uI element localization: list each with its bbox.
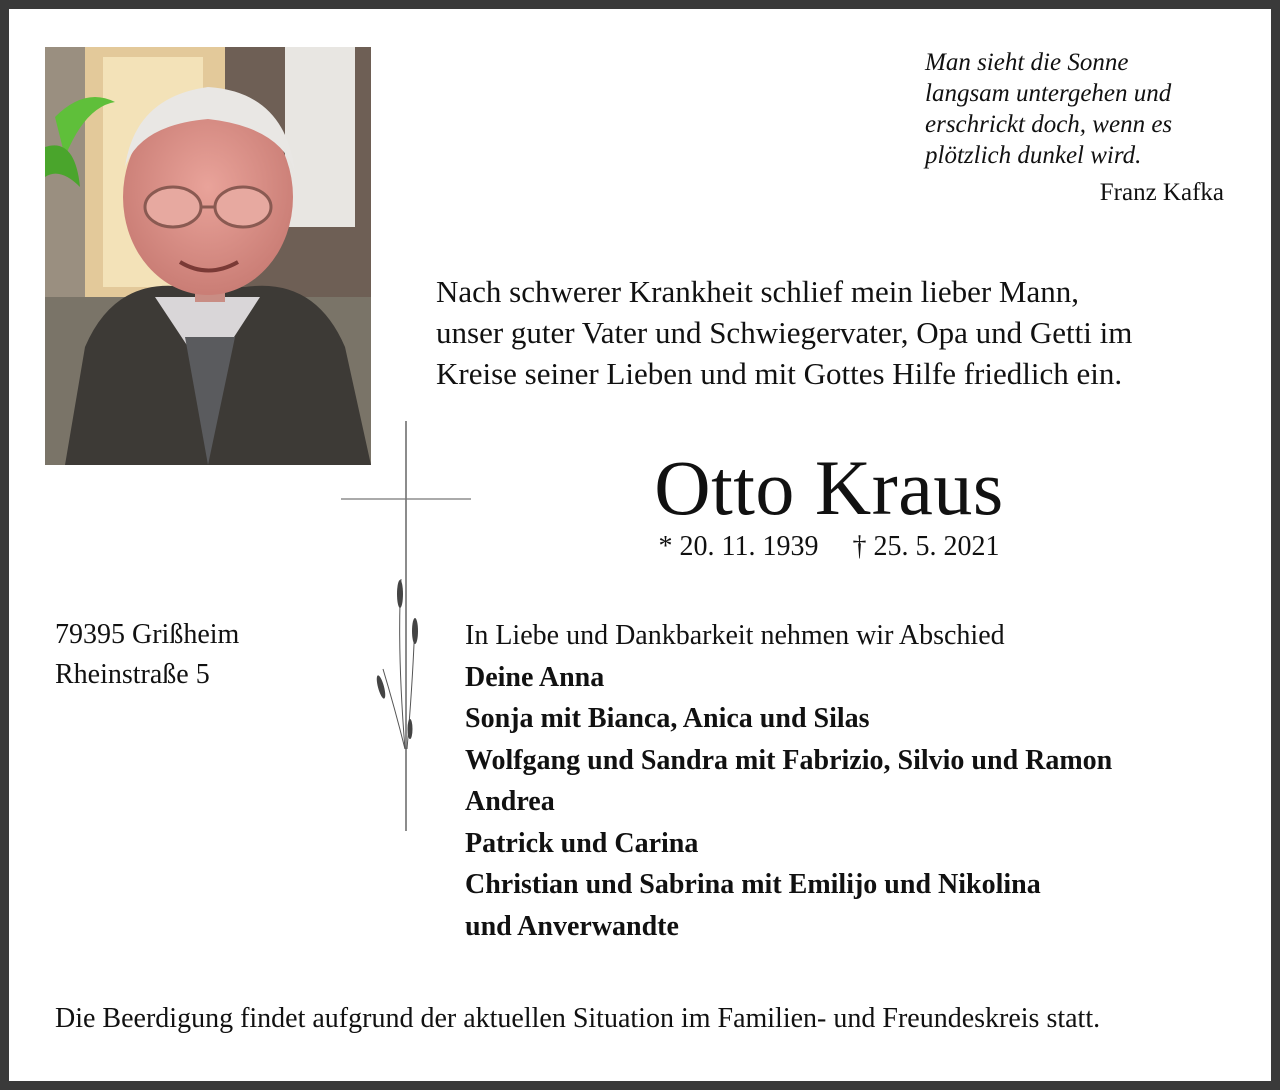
mourner: Christian und Sabrina mit Emilijo und Nikolina xyxy=(465,869,1041,900)
mourner: Wolfgang und Sandra mit Fabrizio, Silvio und Ramon xyxy=(465,744,1113,776)
announcement-line: Nach schwerer Krankheit schlief mein lieber Mann, xyxy=(436,274,1079,309)
death-announcement-text xyxy=(436,271,1256,394)
portrait-photo xyxy=(45,47,371,465)
address-line: Rheinstraße 5 xyxy=(55,659,210,690)
quote-line: Man sieht die Sonne xyxy=(925,49,1129,76)
announcement-line: unser guter Vater und Schwiegervater, Opa und Getti im xyxy=(436,315,1133,350)
quote-author: Franz Kafka xyxy=(1099,179,1224,206)
deceased-name: Otto Kraus xyxy=(654,444,1004,531)
birth-date: * 20. 11. 1939 xyxy=(658,531,819,562)
mourner: Sonja mit Bianca, Anica und Silas xyxy=(465,703,870,734)
address-line: 79395 Grißheim xyxy=(55,619,240,650)
life-dates xyxy=(569,527,1089,567)
obituary-card xyxy=(9,9,1271,1081)
cross-with-wheat-icon xyxy=(339,419,479,849)
kafka-quote xyxy=(925,47,1245,171)
farewell-lead: In Liebe und Dankbarkeit nehmen wir Abschied xyxy=(465,620,1005,651)
mourner: Andrea xyxy=(465,786,555,817)
mourner: Patrick und Carina xyxy=(465,827,699,859)
mourners-list xyxy=(465,615,1245,947)
death-date: † 25. 5. 2021 xyxy=(852,531,1000,562)
family-address xyxy=(55,615,239,695)
quote-line: plötzlich dunkel wird. xyxy=(925,142,1142,169)
announcement-line: Kreise seiner Lieben und mit Gottes Hilfe friedlich ein. xyxy=(436,356,1123,391)
quote-line: langsam untergehen und xyxy=(925,80,1172,107)
mourner: Deine Anna xyxy=(465,661,605,693)
quote-line: erschrickt doch, wenn es xyxy=(925,111,1173,138)
mourner: und Anverwandte xyxy=(465,910,679,942)
funeral-notice: Die Beerdigung findet aufgrund der aktuellen Situation im Familien- und Freundeskreis statt. xyxy=(55,1003,1101,1034)
